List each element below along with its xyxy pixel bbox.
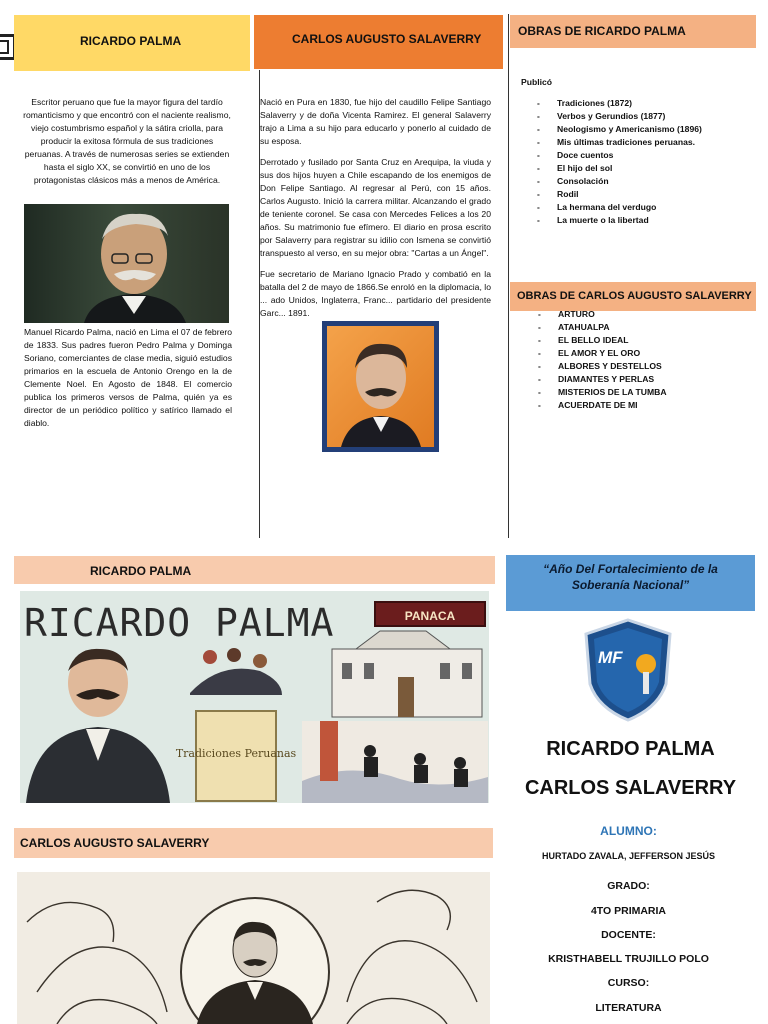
logo-letters: MF — [598, 648, 623, 667]
bottom-palma-header: RICARDO PALMA — [14, 556, 495, 584]
ricardo-palma-bio: Manuel Ricardo Palma, nació en Lima el 07 de febrero de 1833. Sus padres fueron Pedro Palma y Dominga Soriano, comerciantes de clase media, siguió estudios primarios en la escuela de Antonio Orengo en la de Clemente Noel. En Agosto de 1848. El comercio publica los primeros versos de Palma, quién ya es director de un periódico político y satírico llamado el diablo. — [24, 327, 232, 428]
book-cover-text: Tradiciones Peruanas — [175, 747, 297, 760]
obra-palma-item: - Verbos y Gerundios (1877) — [533, 110, 753, 123]
school-shield-logo — [582, 618, 674, 722]
obra-salaverry-item: - EL BELLO IDEAL — [534, 334, 754, 347]
obras-palma-header: OBRAS DE RICARDO PALMA — [510, 15, 756, 48]
obra-palma-item: - Tradiciones (1872) — [533, 97, 753, 110]
obra-palma-item: - La hermana del verdugo — [533, 201, 753, 214]
ricardo-palma-banner — [20, 591, 489, 803]
salaverry-bio-p1: Nació en Pura en 1830, fue hijo del caudillo Felipe Santiago Salaverry y de doña Vicenta Ramirez. El general Salaverry trajo a Lima a su hijo para educarlo y ponerlo al cuidado de su esposa. — [260, 97, 491, 146]
year-motto-banner: “Año Del Fortalecimiento de la Soberanía Nacional” — [506, 555, 755, 611]
cover-title-1: RICARDO PALMA — [546, 738, 715, 760]
docente-name: KRISTHABELL TRUJILLO POLO — [548, 953, 709, 965]
obra-palma-item: - La muerte o la libertad — [533, 214, 753, 227]
curso-label: CURSO: — [607, 977, 650, 989]
salaverry-portrait — [322, 321, 439, 452]
salaverry-engraving — [17, 872, 490, 1024]
obras-salaverry-list — [534, 308, 754, 412]
curso-value: LITERATURA — [595, 1002, 662, 1014]
obra-salaverry-item: - ALBORES Y DESTELLOS — [534, 360, 754, 373]
obra-salaverry-item: - ARTURO — [534, 308, 754, 321]
bottom-salaverry-header: CARLOS AUGUSTO SALAVERRY — [14, 828, 493, 858]
obra-salaverry-item: - ATAHUALPA — [534, 321, 754, 334]
obras-palma-list — [533, 97, 753, 227]
doc-corner-mark-inner — [0, 40, 9, 54]
salaverry-bio-p3: Fue secretario de Mariano Ignacio Prado y combatió en la batalla del 2 de mayo de 1866.Se enroló en la diplomacia, lo ... ado Unidos, Inglaterra, Franc... partidario del presidente Garc... 1891. — [260, 269, 491, 318]
alumno-name: HURTADO ZAVALA, JEFFERSON JESÚS — [541, 851, 715, 861]
obras-salaverry-header: OBRAS DE CARLOS AUGUSTO SALAVERRY — [510, 282, 756, 311]
salaverry-bio-p2: Derrotado y fusilado por Santa Cruz en Arequipa, la viuda y sus dos hijos huyen a Chile escapando de los enemigos de Don Felipe Santiago. Al regresar al Perú, con 15 años. Carlos Augusto. Inició la carrera militar. Alcanzando el grado de teniente coronel. Se casa con Mercedes Felices a los 20 años. Su matrimonio fue efímero. El diario en prosa escrito por Salaverry para registrar su idilio con Ismena se convirtió transpuesto al verso, en su mejor obra: "Cartas a un Ángel". — [260, 157, 491, 258]
cover-title-2: CARLOS SALAVERRY — [524, 777, 737, 799]
obra-palma-item: - El hijo del sol — [533, 162, 753, 175]
ricardo-palma-intro: Escritor peruano que fue la mayor figura del tardío romanticismo y que encontró con el naciente realismo, viejo costumbrismo español y la sátira criolla, para producir la exitosa fórmula de sus tradiciones peruanas. A través de numerosas series se extienden hasta el siglo XX, se convirtió en uno de los protagonistas clásicos más a menos de América. — [23, 97, 231, 185]
grado-value: 4TO PRIMARIA — [590, 905, 667, 917]
obra-palma-item: - Doce cuentos — [533, 149, 753, 162]
obra-palma-item: - Rodil — [533, 188, 753, 201]
ricardo-palma-portrait — [24, 204, 229, 323]
ricardo-palma-header: RICARDO PALMA — [14, 15, 250, 71]
obra-palma-item: - Mis últimas tradiciones peruanas. — [533, 136, 753, 149]
banner-title: RICARDO PALMA — [24, 601, 335, 645]
panaca-sign: PANACA — [374, 601, 486, 627]
column-divider-right — [508, 14, 509, 538]
publico-label: Publicó — [521, 77, 553, 87]
salaverry-header: CARLOS AUGUSTO SALAVERRY — [254, 15, 503, 69]
obra-salaverry-item: - MISTERIOS DE LA TUMBA — [534, 386, 754, 399]
obra-palma-item: - Consolación — [533, 175, 753, 188]
obra-salaverry-item: - EL AMOR Y EL ORO — [534, 347, 754, 360]
grado-label: GRADO: — [607, 880, 650, 892]
docente-label: DOCENTE: — [601, 929, 656, 941]
salaverry-bio — [260, 96, 491, 328]
obra-salaverry-item: - ACUERDATE DE MI — [534, 399, 754, 412]
obra-salaverry-item: - DIAMANTES Y PERLAS — [534, 373, 754, 386]
obra-palma-item: - Neologismo y Americanismo (1896) — [533, 123, 753, 136]
alumno-label: ALUMNO: — [600, 824, 657, 838]
